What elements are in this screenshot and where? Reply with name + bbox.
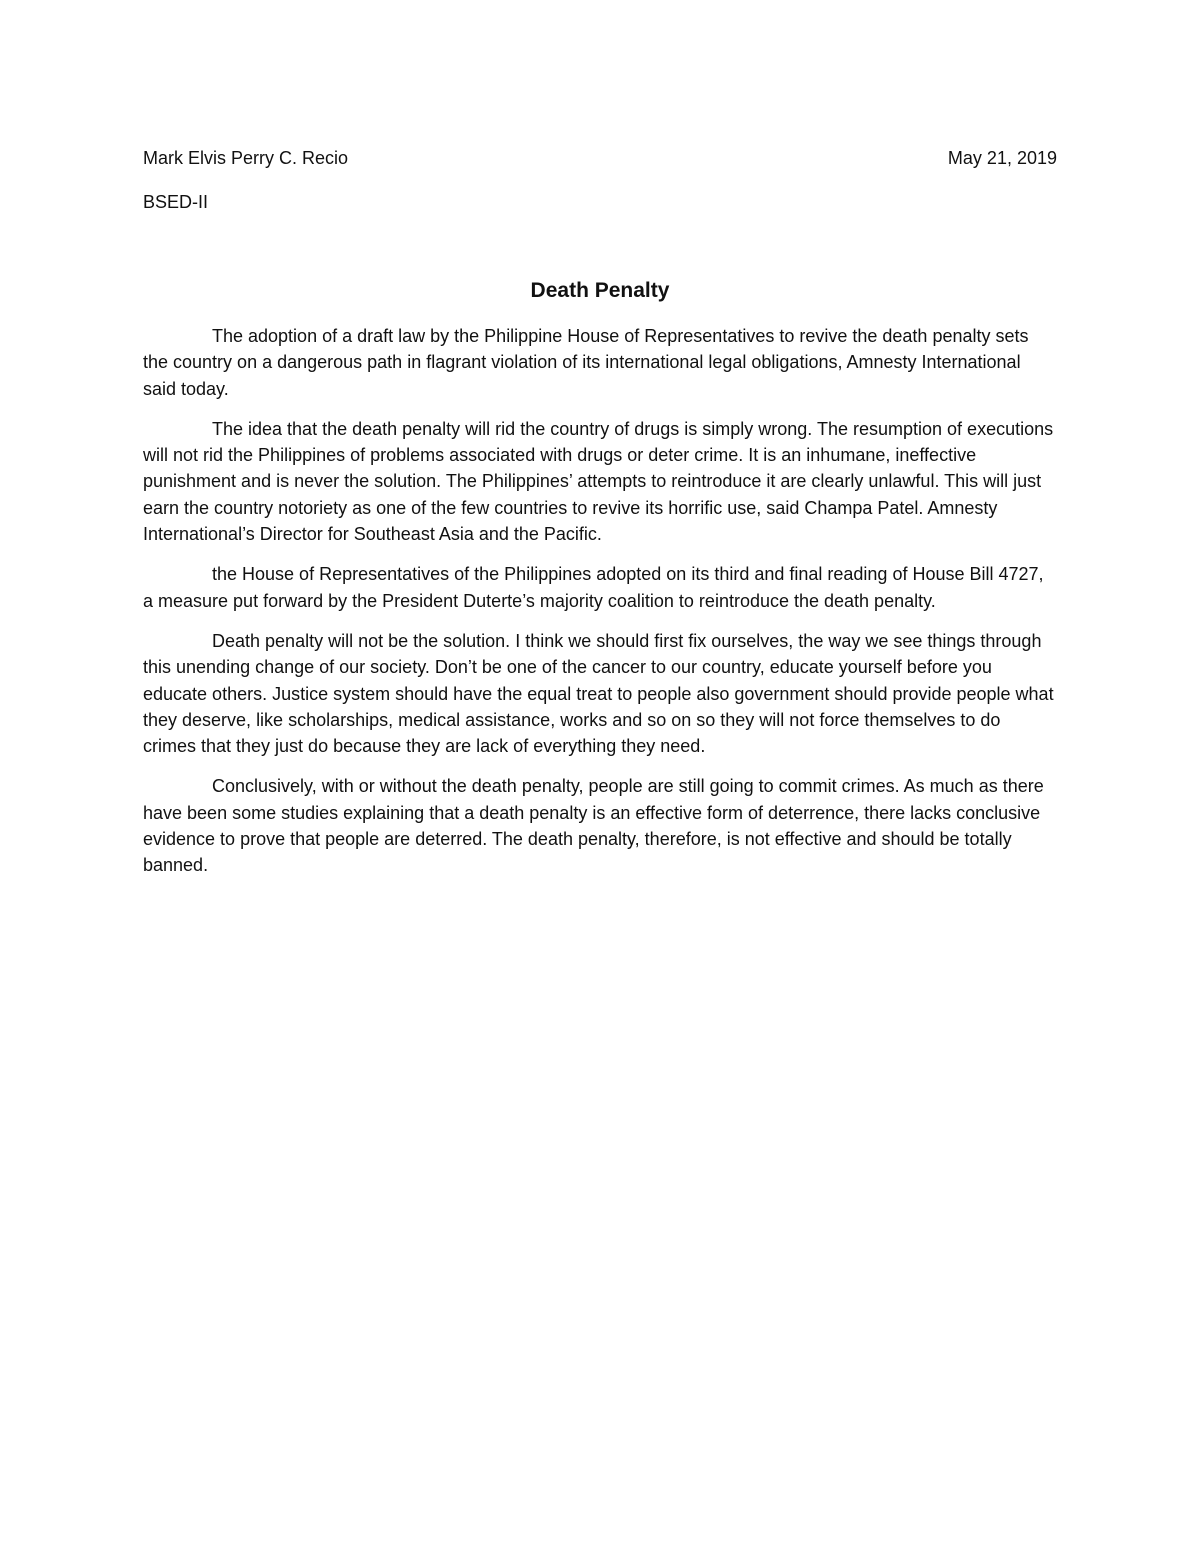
paragraph-4: Death penalty will not be the solution. I think we should first fix ourselves, the way we see things through this unending change of our society. Don’t be one of the cancer to our country, educate yourself before you educate others. Justice system should have the equal treat to people also government should provide people what they deserve, like scholarships, medical assistance, works and so on so they will not force themselves to do crimes that they just do because they are lack of everything they need.: [143, 630, 1054, 757]
author-name: Mark Elvis Perry C. Recio: [143, 148, 349, 168]
document-body: [143, 323, 1057, 893]
paragraph-1: The adoption of a draft law by the Philippine House of Representatives to revive the death penalty sets the country on a dangerous path in flagrant violation of its international legal obligations, Amnesty International said today.: [143, 326, 1029, 399]
paragraph-5: Conclusively, with or without the death penalty, people are still going to commit crimes. As much as there have been some studies explaining that a death penalty is an effective form of deterrence, there lacks conclusive evidence to prove that people are deterred. The death penalty, therefore, is not effective and should be totally banned.: [143, 776, 1044, 876]
course-label: BSED-II: [143, 192, 209, 212]
document-date: May 21, 2019: [947, 148, 1057, 168]
paragraph-3: the House of Representatives of the Philippines adopted on its third and final reading of House Bill 4727, a measure put forward by the President Duterte’s majority coalition to reintroduce the death penalty.: [143, 564, 1044, 611]
paragraph-2: The idea that the death penalty will rid the country of drugs is simply wrong. The resumption of executions will not rid the Philippines of problems associated with drugs or deter crime. It is an inhumane, ineffective punishment and is never the solution. The Philippines’ attempts to reintroduce it are clearly unlawful. This will just earn the country notoriety as one of the few countries to revive its horrific use, said Champa Patel. Amnesty International’s Director for Southeast Asia and the Pacific.: [143, 418, 1054, 545]
header-row: [143, 144, 1057, 172]
document-title: Death Penalty: [530, 279, 670, 302]
